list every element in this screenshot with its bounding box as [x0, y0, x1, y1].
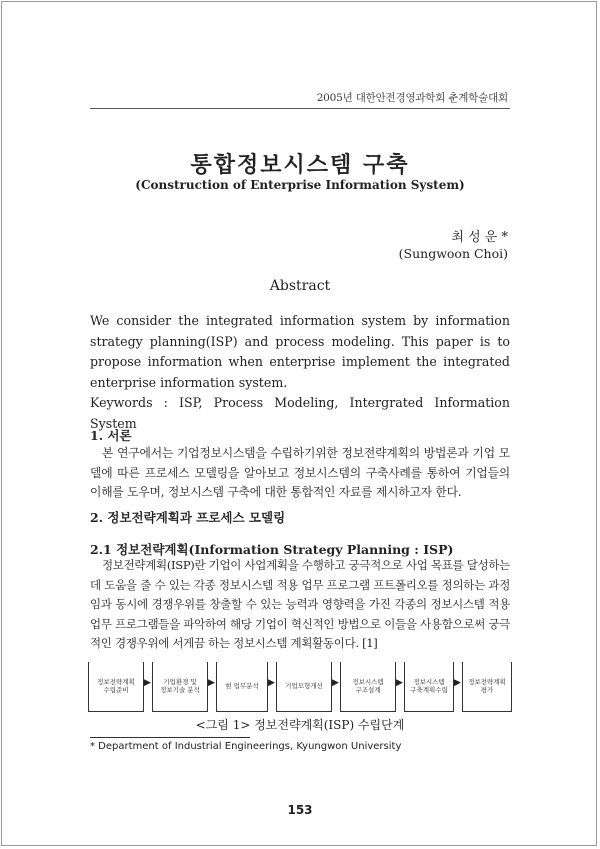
section-1-heading: 1. 서론 — [90, 428, 132, 443]
flow-step-label: 평가 — [480, 686, 494, 694]
arrow-right-icon: ▶ — [396, 678, 403, 688]
flow-step-label: 정보시스템 — [413, 678, 445, 686]
author-english: (Sungwoon Choi) — [398, 246, 508, 261]
flow-step-label: 정보시스템 — [352, 678, 384, 686]
page-number: 153 — [287, 803, 313, 817]
flow-step-7 — [462, 662, 512, 712]
flow-step-label: 기업환경 및 — [163, 678, 197, 686]
figure-caption: <그림 1> 정보전략계획(ISP) 수립단계 — [195, 718, 405, 732]
author-korean: 최 성 운 * — [451, 230, 508, 245]
arrow-right-icon: ▶ — [144, 678, 151, 688]
abstract-heading: Abstract — [269, 278, 331, 294]
flow-step-label: 구조설계 — [355, 686, 381, 694]
flow-step-6 — [404, 662, 454, 712]
paper-subtitle: (Construction of Enterprise Information System) — [135, 178, 465, 192]
flow-step-1 — [88, 662, 144, 712]
flow-step-3 — [216, 662, 268, 712]
paper-title: 통합정보시스템 구축 — [190, 152, 410, 178]
abstract-keywords: Keywords : ISP, Process Modeling, Intergrated Information System — [90, 395, 510, 431]
arrow-right-icon: ▶ — [268, 678, 275, 688]
flow-step-label: 현 업무분석 — [225, 682, 259, 690]
flow-step-5 — [340, 662, 396, 712]
section-2-1-heading: 2.1 정보전략계획(Information Strategy Planning : ISP) — [90, 542, 454, 557]
flow-step-label: 수립준비 — [103, 686, 129, 694]
flow-step-label: 정보전략계획 — [97, 678, 135, 686]
flow-step-label: 정보기술 분석 — [160, 686, 200, 694]
author-affiliation-footnote: * Department of Industrial Engineerings, Kyungwon University — [90, 741, 402, 752]
flow-step-label: 구축계획수립 — [410, 686, 448, 694]
arrow-right-icon: ▶ — [332, 678, 339, 688]
conference-header: 2005년 대한안전경영과학회 춘계학술대회 — [316, 92, 508, 104]
arrow-right-icon: ▶ — [454, 678, 461, 688]
header-rule — [90, 108, 510, 109]
flow-step-2 — [152, 662, 208, 712]
footnote-rule — [90, 737, 250, 738]
section-1-body: 본 연구에서는 기업정보시스템을 수립하기위한 정보전략계획의 방법론과 기업 모델에 따른 프로세스 모델링을 알아보고 정보시스템의 구축사례를 통하여 기업들의 이해를 도우며, 정보시스템 구축에 대한 통합적인 자료를 제시하고자 한다. — [90, 446, 510, 499]
isp-flow-diagram — [88, 660, 512, 715]
section-2-heading: 2. 정보전략계획과 프로세스 모델링 — [90, 510, 286, 525]
flow-step-4 — [276, 662, 332, 712]
flow-step-label: 기업모형개선 — [285, 682, 323, 690]
flow-step-label: 정보전략계획 — [468, 678, 506, 686]
abstract-body: We consider the integrated information system by information strategy planning(ISP) and process modeling. This paper is to propose information when enterprise implement the integrated enterprise information system. — [90, 313, 510, 390]
abstract-block — [90, 311, 510, 434]
arrow-right-icon: ▶ — [208, 678, 215, 688]
section-2-1-body: 정보전략계획(ISP)란 기업이 사업계획을 수행하고 궁극적으로 사업 목표를 달성하는데 도움을 줄 수 있는 각종 정보시스템 적용 업무 프로그램 프트폴리오를 정의하는 과정임과 동시에 경쟁우위를 창출할 수 있는 능력과 영향력을 가진 각종의 정보시스템 적용업무 프로그램들을 파악하여 해당 기업이 혁신적인 방법으로 이들을 사용함으로써 궁극적인 경쟁우위에 서게끔 하는 정보시스템 계획활동이다. [1] — [90, 558, 510, 651]
